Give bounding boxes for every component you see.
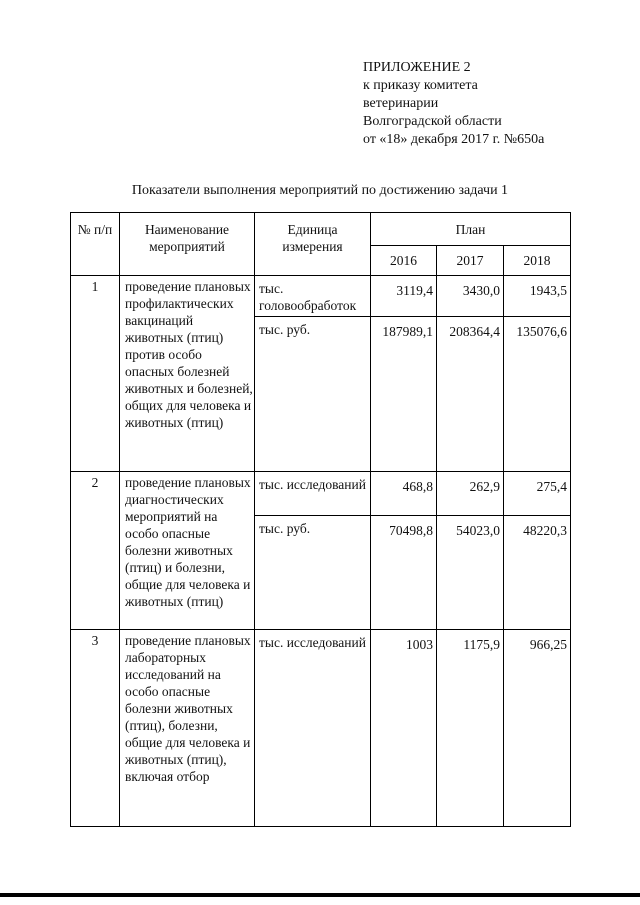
header-num: № п/п	[71, 213, 120, 276]
appendix-title: ПРИЛОЖЕНИЕ 2	[363, 60, 471, 75]
row-value: 187989,1	[371, 317, 437, 472]
indicators-table	[70, 212, 571, 827]
row-num: 1	[71, 276, 120, 472]
scan-bottom-edge	[0, 893, 640, 897]
appendix-line: ветеринарии	[363, 96, 439, 111]
row-name: проведение плановых диагностических мероприятий на особо опасные болезни животных (птиц) и болезни, общие для человека и животных (птиц)	[120, 472, 255, 630]
row-value: 468,8	[371, 472, 437, 516]
appendix-line: к приказу комитета	[363, 78, 478, 93]
row-unit: тыс. головообработок	[255, 276, 371, 317]
document-heading: Показатели выполнения мероприятий по достижению задачи 1	[131, 183, 509, 198]
row-value: 1003	[371, 630, 437, 827]
row-value: 966,25	[504, 630, 571, 827]
header-year: 2018	[504, 246, 571, 276]
row-name: проведение плановых лабораторных исследований на особо опасные болезни животных (птиц), болезни, общие для человека и животных (птиц), включая отбор	[120, 630, 255, 827]
appendix-line: Волгоградской области	[363, 114, 502, 129]
row-value: 135076,6	[504, 317, 571, 472]
row-name: проведение плановых профилактических вакцинаций животных (птиц) против особо опасных болезней животных и болезней, общих для человека и животных (птиц)	[120, 276, 255, 472]
header-unit: Единица измерения	[255, 213, 371, 276]
table-row	[71, 472, 571, 516]
row-value: 54023,0	[437, 516, 504, 630]
appendix-date: от «18» декабря 2017 г. №650а	[363, 132, 545, 147]
row-value: 1943,5	[504, 276, 571, 317]
table-row	[71, 630, 571, 827]
row-value: 1175,9	[437, 630, 504, 827]
header-row	[71, 213, 571, 246]
row-unit: тыс. исследований	[255, 472, 371, 516]
row-value: 70498,8	[371, 516, 437, 630]
row-num: 2	[71, 472, 120, 630]
row-unit: тыс. руб.	[255, 317, 371, 472]
row-value: 275,4	[504, 472, 571, 516]
header-name: Наименование мероприятий	[120, 213, 255, 276]
row-num: 3	[71, 630, 120, 827]
row-value: 208364,4	[437, 317, 504, 472]
row-unit: тыс. руб.	[255, 516, 371, 630]
row-value: 48220,3	[504, 516, 571, 630]
table-row	[71, 276, 571, 317]
header-year: 2016	[371, 246, 437, 276]
row-value: 3119,4	[371, 276, 437, 317]
header-plan: План	[371, 213, 571, 246]
row-value: 3430,0	[437, 276, 504, 317]
row-unit: тыс. исследований	[255, 630, 371, 827]
header-year: 2017	[437, 246, 504, 276]
row-value: 262,9	[437, 472, 504, 516]
